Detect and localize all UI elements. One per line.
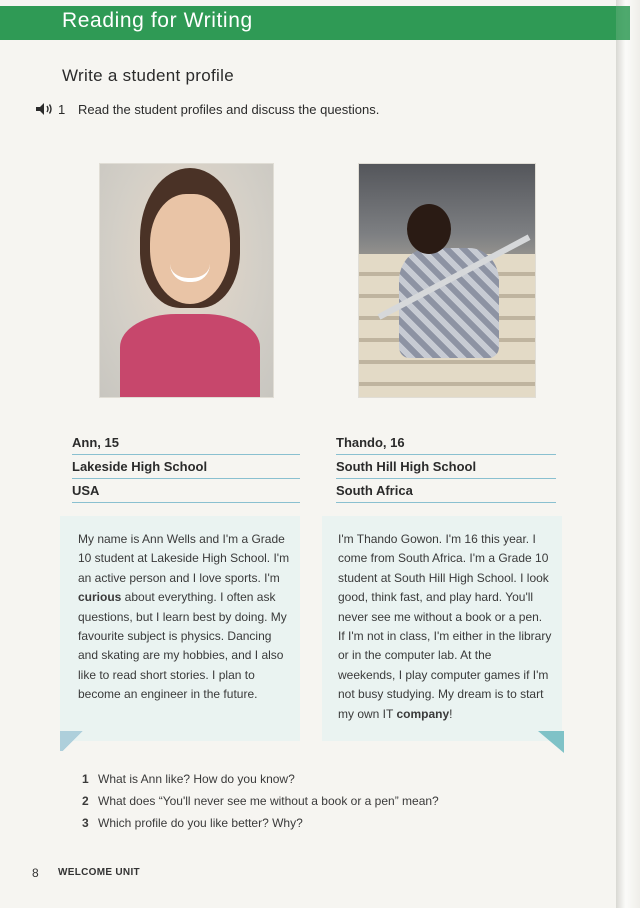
banner-tab <box>616 6 630 40</box>
box-corner-right <box>538 731 564 753</box>
thando-name-age: Thando, 16 <box>336 435 556 455</box>
instruction-line <box>36 102 379 118</box>
ann-profile-text: My name is Ann Wells and I'm a Grade 10 student at Lakeside High School. I'm an active person and I love sports. I'm curious about everything. I often ask questions, but I learn best by doing. My favourite subject is physics. Dancing and skating are my hobbies, and I also like to read short stories. I plan to become an engineer in the future. <box>78 532 290 702</box>
box-corner-left <box>60 731 86 751</box>
ann-name-age: Ann, 15 <box>72 435 300 455</box>
speaker-icon[interactable] <box>36 103 58 118</box>
discussion-questions <box>82 770 439 836</box>
section-subtitle: Write a student profile <box>62 66 234 85</box>
instruction-text: Read the student profiles and discuss the questions. <box>78 102 380 117</box>
question-item: 3 Which profile do you like better? Why? <box>82 816 303 830</box>
instruction-number: 1 <box>58 102 66 117</box>
question-item: 2 What does “You'll never see me without a book or a pen” mean? <box>82 794 439 808</box>
question-item: 1 What is Ann like? How do you know? <box>82 772 295 786</box>
ann-country: USA <box>72 483 300 503</box>
thando-bold-word: company <box>396 706 450 721</box>
thando-profile-box <box>322 516 562 741</box>
thando-school: South Hill High School <box>336 459 556 479</box>
thando-profile-text: I'm Thando Gowon. I'm 16 this year. I come from South Africa. I'm a Grade 10 student at South Hill High School. I look good, think fast, and play hard. You'll never see me without a book or a pen. If I'm not in class, I'm either in the library or in the computer lab. At the weekends, I play computer games if I'm not busy studying. My dream is to start my own IT company! <box>338 532 552 721</box>
ann-profile-box <box>60 516 300 741</box>
book-spine <box>616 0 640 908</box>
banner-title: Reading for Writing <box>62 9 253 32</box>
page-number: 8 <box>32 866 39 880</box>
ann-school: Lakeside High School <box>72 459 300 479</box>
unit-label: WELCOME UNIT <box>58 867 140 878</box>
ann-bold-word: curious <box>78 590 122 605</box>
photo-thando <box>358 163 536 398</box>
thando-country: South Africa <box>336 483 556 503</box>
photo-ann <box>99 163 274 398</box>
